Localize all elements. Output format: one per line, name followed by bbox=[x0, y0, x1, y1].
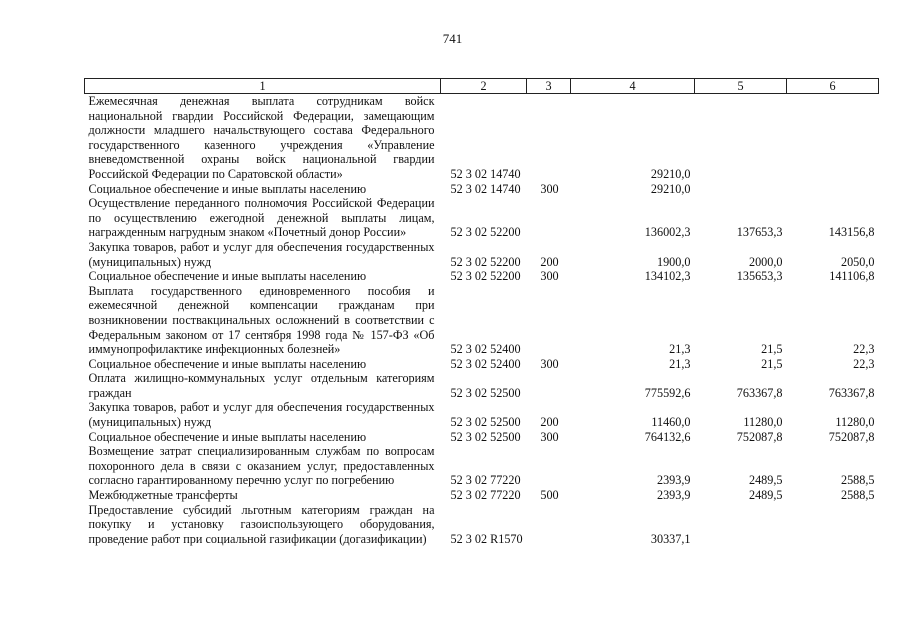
row-expense-kind bbox=[527, 444, 571, 488]
row-value-col-5: 2000,0 bbox=[748, 254, 783, 269]
row-code: 52 3 02 52200 bbox=[450, 254, 521, 269]
table-body bbox=[85, 94, 879, 547]
row-value-col-6: 143156,8 bbox=[828, 225, 875, 240]
row-value-col-5: 752087,8 bbox=[736, 429, 783, 444]
row-value-col-4: 29210,0 bbox=[650, 181, 691, 196]
row-value-col-6 bbox=[787, 182, 879, 197]
header-col-4: 4 bbox=[571, 79, 695, 94]
row-value-col-4: 21,3 bbox=[669, 356, 691, 371]
row-value-col-4: 1900,0 bbox=[656, 254, 691, 269]
row-expense-kind bbox=[527, 94, 571, 182]
row-expense-kind bbox=[527, 503, 571, 547]
row-code: 52 3 02 77220 bbox=[450, 488, 521, 503]
row-value-col-5: 135653,3 bbox=[736, 269, 783, 284]
row-value-col-4: 136002,3 bbox=[644, 225, 691, 240]
table-row bbox=[85, 94, 879, 182]
row-value-col-5: 21,5 bbox=[761, 356, 783, 371]
row-value-col-6: 2050,0 bbox=[840, 254, 875, 269]
table-row bbox=[85, 182, 879, 197]
row-value-col-4: 21,3 bbox=[669, 342, 691, 357]
header-col-3: 3 bbox=[527, 79, 571, 94]
row-expense-kind: 300 bbox=[540, 356, 559, 371]
table-row bbox=[85, 196, 879, 240]
row-name: Социальное обеспечение и иные выплаты населению bbox=[88, 429, 367, 444]
row-code: 52 3 02 14740 bbox=[450, 181, 521, 196]
row-expense-kind: 300 bbox=[540, 181, 559, 196]
row-value-col-6: 2588,5 bbox=[840, 488, 875, 503]
row-value-col-4: 775592,6 bbox=[644, 385, 691, 400]
header-col-5: 5 bbox=[695, 79, 787, 94]
row-value-col-6: 22,3 bbox=[853, 342, 875, 357]
header-row bbox=[85, 79, 879, 94]
row-value-col-5: 2489,5 bbox=[748, 473, 783, 488]
row-name: Выплата государственного единовременного пособия и ежемесячной денежной компенсации гражданам при возникновении поствакцинальных осложнений в соответствии с Федеральным законом от 17 сентября 1998 года № 157-ФЗ «Об иммунопрофилактике инфекционных болезней» bbox=[88, 283, 435, 357]
header-col-6: 6 bbox=[787, 79, 879, 94]
table-row bbox=[85, 284, 879, 357]
row-expense-kind: 300 bbox=[540, 429, 559, 444]
table-row bbox=[85, 269, 879, 284]
row-value-col-5: 2489,5 bbox=[748, 488, 783, 503]
row-code: 52 3 02 R1570 bbox=[450, 531, 523, 546]
row-value-col-6: 2588,5 bbox=[840, 473, 875, 488]
row-expense-kind: 200 bbox=[540, 415, 559, 430]
row-name: Ежемесячная денежная выплата сотрудникам войск национальной гвардии Российской Федерации, замещающим должности младшего начальствующего состава Федерального государственного казенного учреждения «Управление вневедомственной охраны войск национальной гвардии Российской Федерации по Саратовской области» bbox=[88, 94, 435, 181]
row-name: Социальное обеспечение и иные выплаты населению bbox=[88, 181, 367, 196]
row-code: 52 3 02 52500 bbox=[450, 429, 521, 444]
row-name: Осуществление переданного полномочия Российской Федерации по осуществлению ежегодной денежной выплаты лицам, награжденным нагрудным знаком «Почетный донор России» bbox=[88, 196, 435, 240]
row-value-col-4: 134102,3 bbox=[644, 269, 691, 284]
row-value-col-5: 763367,8 bbox=[736, 385, 783, 400]
row-value-col-5 bbox=[695, 94, 787, 182]
row-name: Закупка товаров, работ и услуг для обеспечения государственных (муниципальных) нужд bbox=[88, 400, 435, 430]
row-code: 52 3 02 52400 bbox=[450, 356, 521, 371]
table-header bbox=[85, 79, 879, 94]
budget-table bbox=[84, 78, 879, 546]
row-name: Предоставление субсидий льготным категориям граждан на покупку и установку газоиспользующего оборудования, проведение работ при социальной газификации (догазификации) bbox=[88, 502, 435, 546]
table-row bbox=[85, 503, 879, 547]
row-value-col-6 bbox=[787, 94, 879, 182]
header-col-1: 1 bbox=[85, 79, 441, 94]
row-code: 52 3 02 52500 bbox=[450, 385, 521, 400]
row-name: Закупка товаров, работ и услуг для обеспечения государственных (муниципальных) нужд bbox=[88, 239, 435, 269]
row-value-col-6: 22,3 bbox=[853, 356, 875, 371]
row-value-col-4: 764132,6 bbox=[644, 429, 691, 444]
table-row bbox=[85, 488, 879, 503]
row-value-col-4: 29210,0 bbox=[650, 166, 691, 181]
table-row bbox=[85, 400, 879, 429]
row-expense-kind bbox=[527, 196, 571, 240]
row-name: Межбюджетные трансферты bbox=[88, 488, 238, 503]
header-col-2: 2 bbox=[441, 79, 527, 94]
page-number: 741 bbox=[442, 31, 463, 46]
row-name: Оплата жилищно-коммунальных услуг отдельным категориям граждан bbox=[88, 371, 435, 400]
row-value-col-5: 137653,3 bbox=[736, 225, 783, 240]
row-expense-kind: 500 bbox=[540, 488, 559, 503]
row-value-col-4: 30337,1 bbox=[650, 531, 691, 546]
row-expense-kind: 200 bbox=[540, 254, 559, 269]
row-expense-kind bbox=[527, 284, 571, 357]
row-value-col-6: 11280,0 bbox=[835, 415, 875, 430]
row-code: 52 3 02 52200 bbox=[450, 225, 521, 240]
table-row bbox=[85, 430, 879, 445]
row-value-col-6: 141106,8 bbox=[829, 269, 875, 284]
row-code: 52 3 02 52400 bbox=[450, 342, 521, 357]
row-value-col-5: 21,5 bbox=[761, 342, 783, 357]
row-value-col-5 bbox=[695, 503, 787, 547]
table-row bbox=[85, 444, 879, 488]
table-row bbox=[85, 357, 879, 372]
table-row bbox=[85, 240, 879, 269]
row-value-col-6: 763367,8 bbox=[828, 385, 875, 400]
row-value-col-4: 11460,0 bbox=[651, 415, 691, 430]
row-code: 52 3 02 77220 bbox=[450, 473, 521, 488]
row-value-col-5: 11280,0 bbox=[743, 415, 783, 430]
table-row bbox=[85, 371, 879, 400]
row-expense-kind: 300 bbox=[540, 269, 559, 284]
row-code: 52 3 02 52500 bbox=[450, 415, 521, 430]
row-value-col-4: 2393,9 bbox=[656, 473, 691, 488]
row-value-col-5 bbox=[695, 182, 787, 197]
row-value-col-6: 752087,8 bbox=[828, 429, 875, 444]
row-value-col-4: 2393,9 bbox=[656, 488, 691, 503]
row-name: Социальное обеспечение и иные выплаты населению bbox=[88, 356, 367, 371]
row-name: Возмещение затрат специализированным службам по вопросам похоронного дела в связи с оказанием услуг, предоставленных согласно гарантированному перечню услуг по погребению bbox=[88, 444, 435, 488]
row-name: Социальное обеспечение и иные выплаты населению bbox=[88, 269, 367, 284]
row-value-col-6 bbox=[787, 503, 879, 547]
row-code: 52 3 02 14740 bbox=[450, 166, 521, 181]
row-code: 52 3 02 52200 bbox=[450, 269, 521, 284]
row-expense-kind bbox=[527, 371, 571, 400]
